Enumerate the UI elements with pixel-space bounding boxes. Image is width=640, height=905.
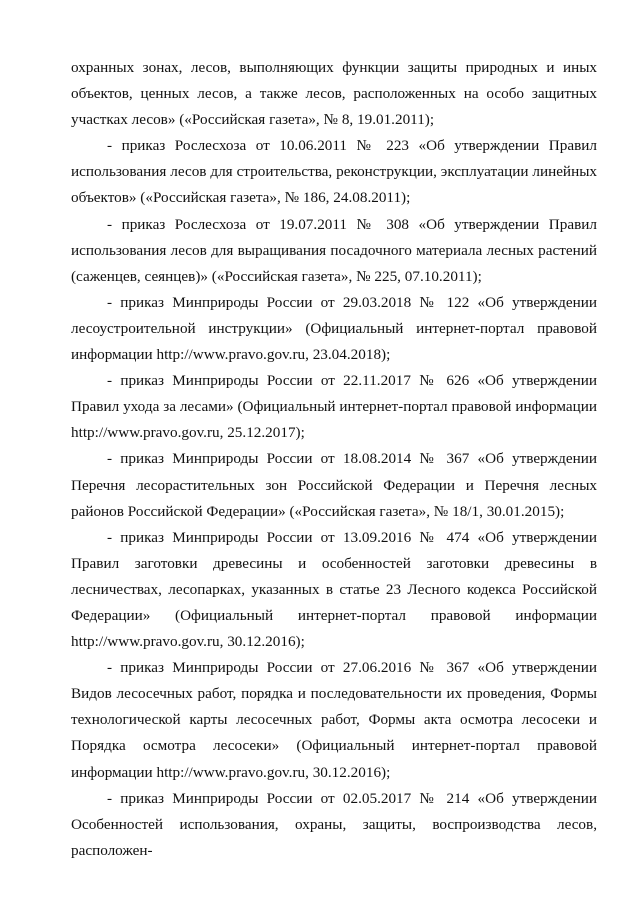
paragraph-continuation: охранных зонах, лесов, выполняющих функции защиты природных и иных объектов, ценных лесов, а также лесов, расположенных на особо защитных участках лесов» («Российская газета», № 8, 19.01.2011); — [71, 59, 597, 129]
list-item-order-367-2016: - приказ Минприроды России от 27.06.2016 № 367 «Об утверждении Видов лесосечных работ, порядка и последовательности их проведения, Формы технологической карты лесосечных работ, Формы акта осмотра лесосеки и Порядка осмотра лесосеки» (Официальный интернет-портал правовой информации http://www.pravo.gov.ru, 30.12.2016); — [71, 659, 597, 781]
list-item-order-308: - приказ Рослесхоза от 19.07.2011 № 308 «Об утверждении Правил использования лесов для выращивания посадочного материала лесных растений (саженцев, сеянцев)» («Российская газета», № 225, 07.10.2011); — [71, 215, 597, 285]
list-item-order-214: - приказ Минприроды России от 02.05.2017 № 214 «Об утверждении Особенностей использования, охраны, защиты, воспроизводства лесов, расположен- — [71, 789, 597, 859]
list-item-order-223: - приказ Рослесхоза от 10.06.2011 № 223 «Об утверждении Правил использования лесов для строительства, реконструкции, эксплуатации линейных объектов» («Российская газета», № 186, 24.08.2011); — [71, 137, 597, 207]
document-page — [71, 55, 597, 864]
list-item-order-626: - приказ Минприроды России от 22.11.2017 № 626 «Об утверждении Правил ухода за лесами» (Официальный интернет-портал правовой информации http://www.pravo.gov.ru, 25.12.2017); — [71, 372, 597, 442]
list-item-order-122: - приказ Минприроды России от 29.03.2018 № 122 «Об утверждении лесоустроительной инструкции» (Официальный интернет-портал правовой информации http://www.pravo.gov.ru, 23.04.2018); — [71, 293, 597, 364]
list-item-order-367-2014: - приказ Минприроды России от 18.08.2014 № 367 «Об утверждении Перечня лесорастительных зон Российской Федерации и Перечня лесных районов Российской Федерации» («Российская газета», № 18/1, 30.01.2015); — [71, 450, 597, 520]
list-item-order-474: - приказ Минприроды России от 13.09.2016 № 474 «Об утверждении Правил заготовки древесины и особенностей заготовки древесины в лесничествах, лесопарках, указанных в статье 23 Лесного кодекса Российской Федерации» (Официальный интернет-портал правовой информации http://www.pravo.gov.ru, 30.12.2016); — [71, 528, 597, 651]
